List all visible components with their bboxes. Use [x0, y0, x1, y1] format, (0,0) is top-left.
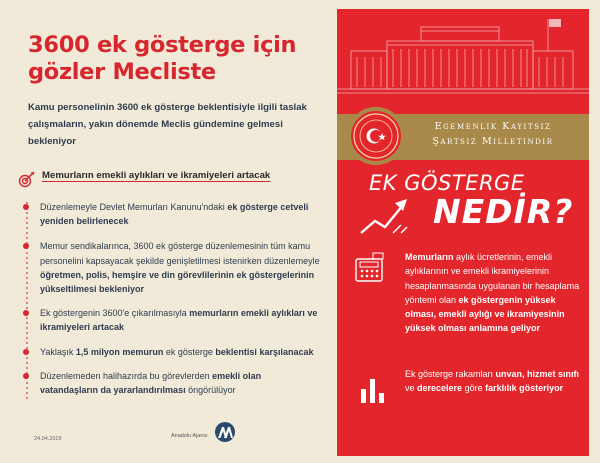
aa-logo — [212, 421, 238, 443]
intro-text: Kamu personelinin 3600 ek gösterge beklentisiyle ilgili taslak çalışmaların, yakın dönemde Meclis gündemine gelmesi bekleniyor — [28, 102, 307, 147]
bar-chart-icon — [359, 375, 387, 403]
list-item: Düzenlemeden halihazırda bu görevlerden emekli olan vatandaşların da yararlandırılması öngörülüyor — [20, 369, 320, 397]
bullet-list — [20, 200, 320, 397]
parliament-building-illustration — [337, 9, 589, 105]
source-credit: Anadolu Ajansı — [171, 433, 208, 439]
target-arrow-icon — [18, 168, 38, 188]
list-item: Düzenlemeyle Devlet Memurları Kanunu'ndaki ek gösterge cetveli yeniden belirlenecek — [20, 200, 320, 228]
subheading — [18, 168, 318, 188]
motto-line: Şartsız Milletindir — [432, 136, 554, 147]
paragraph-variation: Ek gösterge rakamları unvan, hizmet sınıfı ve derecelere göre farklılık gösteriyor — [405, 369, 580, 394]
parliament-emblem — [347, 107, 405, 165]
right-panel — [337, 9, 589, 456]
upward-trend-icon — [357, 193, 427, 237]
headline-ek-gosterge: EK GÖSTERGE — [369, 171, 525, 195]
list-item: Memur sendikalarınca, 3600 ek gösterge düzenlemesinin tüm kamu personelini kapsayacak şekilde genişletilmesi istenirken düzenlemeyle öğretmen, polis, hemşire ve din görevlilerinin ek göstergelerinin yükseltilmesi bekleniyor — [20, 239, 320, 296]
date-stamp: 24.04.2019 — [34, 436, 62, 442]
page-title: 3600 ek gösterge için gözler Mecliste — [28, 32, 297, 85]
list-item: Yaklaşık 1,5 milyon memurun ek gösterge beklentisi karşılanacak — [20, 345, 320, 359]
motto — [399, 119, 587, 149]
headline-nedir: NEDİR? — [433, 192, 574, 231]
motto-line: Egemenlik Kayıtsız — [434, 121, 552, 132]
list-item: Ek göstergenin 3600'e çıkarılmasıyla memurların emekli aylıkları ve ikramiyeleri artacak — [20, 306, 320, 334]
calculator-icon — [353, 251, 387, 285]
subheading-text: Memurların emekli aylıkları ve ikramiyeleri artacak — [42, 170, 271, 181]
paragraph-definition: Memurların aylık ücretlerinin, emekli aylıklarının ve emekli ikramiyelerinin hesaplanmasında uygulanan bir hesaplama yöntemi olan ek göstergenin yüksek olması, emekli aylığı ve ikramiyesinin yüksek olması anlamına geliyor — [405, 252, 580, 334]
